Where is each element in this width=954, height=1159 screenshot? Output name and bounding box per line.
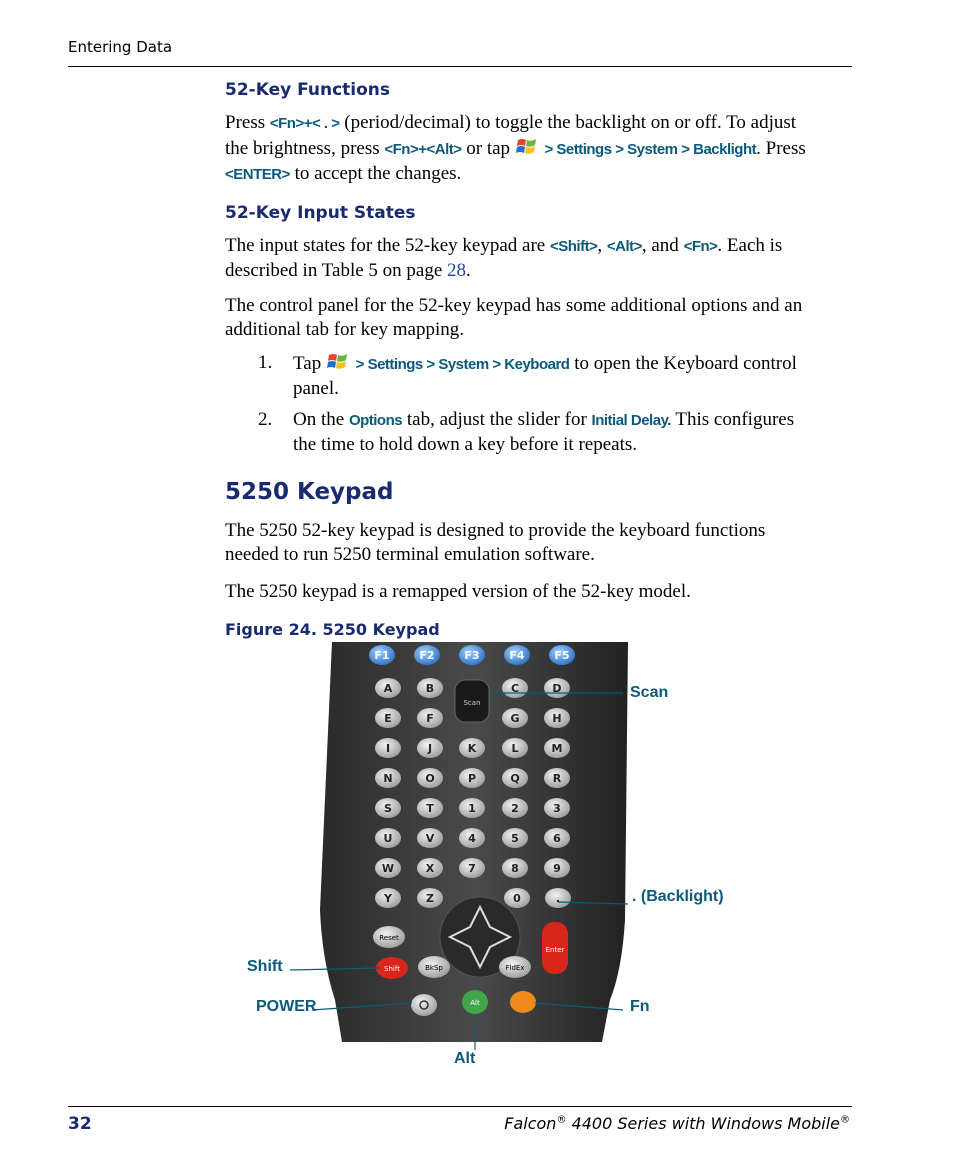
key-o-label: O bbox=[425, 772, 435, 785]
scan-key-label: Scan bbox=[463, 699, 481, 707]
header-rule bbox=[68, 66, 852, 67]
key-n-label: N bbox=[383, 772, 393, 785]
key-shift: <Shift> bbox=[550, 238, 598, 255]
paragraph-5250-intro: The 5250 52-key keypad is designed to provide the keyboard functions needed to run 5250 terminal emulation software. bbox=[225, 520, 766, 565]
key-r-label: R bbox=[552, 772, 562, 785]
key-fn: <Fn> bbox=[683, 238, 718, 255]
key-b-label: B bbox=[425, 682, 435, 695]
page-number: 32 bbox=[68, 1114, 92, 1134]
fldex-key-label: FldEx bbox=[505, 964, 525, 972]
key-x-label: X bbox=[425, 862, 435, 875]
key-t-label: T bbox=[426, 802, 434, 815]
fkey-f5-label: F5 bbox=[554, 649, 570, 662]
windows-start-icon bbox=[515, 136, 541, 158]
footer-rule bbox=[68, 1106, 852, 1107]
step-2-number: 2. bbox=[258, 409, 273, 430]
enter-key-label: Enter bbox=[545, 946, 565, 954]
fkey-f3-label: F3 bbox=[464, 649, 480, 662]
page-link[interactable]: 28 bbox=[447, 260, 467, 281]
key-1-label: 1 bbox=[468, 802, 476, 815]
key-9-label: 9 bbox=[553, 862, 561, 875]
heading-52-key-functions: 52-Key Functions bbox=[225, 80, 391, 100]
key-e-label: E bbox=[384, 712, 392, 725]
heading-5250-keypad: 5250 Keypad bbox=[225, 479, 394, 505]
reset-key-label: Reset bbox=[379, 934, 399, 942]
step-1-number: 1. bbox=[258, 352, 273, 373]
fkey-f4-label: F4 bbox=[509, 649, 525, 662]
callout-power: POWER bbox=[256, 998, 317, 1015]
key-p-label: P bbox=[467, 772, 477, 785]
key-fn-period: <Fn>+< . > bbox=[269, 115, 340, 132]
key-7-label: 7 bbox=[468, 862, 476, 875]
fkey-f1-label: F1 bbox=[374, 649, 390, 662]
key-j-label: J bbox=[427, 742, 433, 755]
paragraph-52-key-functions: Press <Fn>+< . > (period/decimal) to toggle the backlight on or off. To adjust the brightness, press <Fn>+<Alt> or tap > Settings > System > Backlight. Press <ENTER> to accept the changes. bbox=[225, 112, 806, 184]
paragraph-input-states: The input states for the 52-key keypad are <Shift>, <Alt>, and <Fn>. Each is described in Table 5 on page 28. bbox=[225, 235, 783, 281]
initial-delay-ref: Initial Delay. bbox=[591, 412, 671, 429]
key-d-label: D bbox=[552, 682, 562, 695]
key-alt: <Alt> bbox=[606, 238, 642, 255]
fkey-f2-label: F2 bbox=[419, 649, 435, 662]
key-q-label: Q bbox=[510, 772, 520, 785]
running-header: Entering Data bbox=[68, 38, 173, 56]
paragraph-5250-remap: The 5250 keypad is a remapped version of the 52-key model. bbox=[225, 581, 691, 602]
windows-start-icon bbox=[326, 351, 352, 373]
key-a-label: A bbox=[383, 682, 393, 695]
key-v-label: V bbox=[425, 832, 435, 845]
shift-key-label: Shift bbox=[384, 965, 400, 973]
key-u-label: U bbox=[383, 832, 393, 845]
key-4-label: 4 bbox=[468, 832, 476, 845]
key-0-label: 0 bbox=[513, 892, 521, 905]
key-w-label: W bbox=[381, 862, 395, 875]
key-f-label: F bbox=[426, 712, 434, 725]
callout-fn: Fn bbox=[630, 998, 650, 1015]
step-1: Tap > Settings > System > Keyboard to open the Keyboard control panel. bbox=[293, 353, 797, 399]
nav-backlight: > Settings > System > Backlight bbox=[540, 141, 757, 158]
key-period-label: . bbox=[555, 892, 561, 905]
key-z-label: Z bbox=[426, 892, 434, 905]
fn-key bbox=[510, 991, 536, 1013]
callout-scan: Scan bbox=[630, 684, 669, 701]
key-2-label: 2 bbox=[511, 802, 519, 815]
key-y-label: Y bbox=[384, 892, 392, 905]
paragraph-control-panel: The control panel for the 52-key keypad has some additional options and an additional tab for key mapping. bbox=[225, 295, 803, 340]
key-6-label: 6 bbox=[553, 832, 561, 845]
callout-shift: Shift bbox=[247, 958, 283, 975]
key-3-label: 3 bbox=[553, 802, 561, 815]
key-s-label: S bbox=[384, 802, 392, 815]
key-c-label: C bbox=[510, 682, 520, 695]
options-tab-ref: Options bbox=[348, 412, 403, 429]
figure-caption: Figure 24. 5250 Keypad bbox=[225, 620, 440, 639]
heading-52-key-input-states: 52-Key Input States bbox=[225, 203, 416, 223]
alt-key-label: Alt bbox=[470, 999, 480, 1007]
bksp-key-label: BkSp bbox=[425, 964, 443, 972]
step-2: On the Options tab, adjust the slider for Initial Delay. This configures the time to hold down a key before it repeats. bbox=[293, 409, 795, 455]
key-g-label: G bbox=[510, 712, 520, 725]
key-m-label: M bbox=[551, 742, 563, 755]
key-i-label: I bbox=[385, 742, 391, 755]
callout-alt: Alt bbox=[454, 1050, 476, 1067]
nav-keyboard: > Settings > System > Keyboard bbox=[351, 356, 570, 373]
key-5-label: 5 bbox=[511, 832, 519, 845]
key-enter: <ENTER> bbox=[225, 166, 290, 183]
keypad-figure bbox=[240, 640, 740, 1060]
power-key bbox=[411, 994, 437, 1016]
key-l-label: L bbox=[511, 742, 519, 755]
key-k-label: K bbox=[467, 742, 477, 755]
callout-backlight: . (Backlight) bbox=[632, 888, 724, 905]
key-h-label: H bbox=[552, 712, 562, 725]
footer-title: Falcon® 4400 Series with Windows Mobile® bbox=[504, 1114, 850, 1133]
key-fn-alt: <Fn>+<Alt> bbox=[384, 141, 462, 158]
key-8-label: 8 bbox=[511, 862, 519, 875]
